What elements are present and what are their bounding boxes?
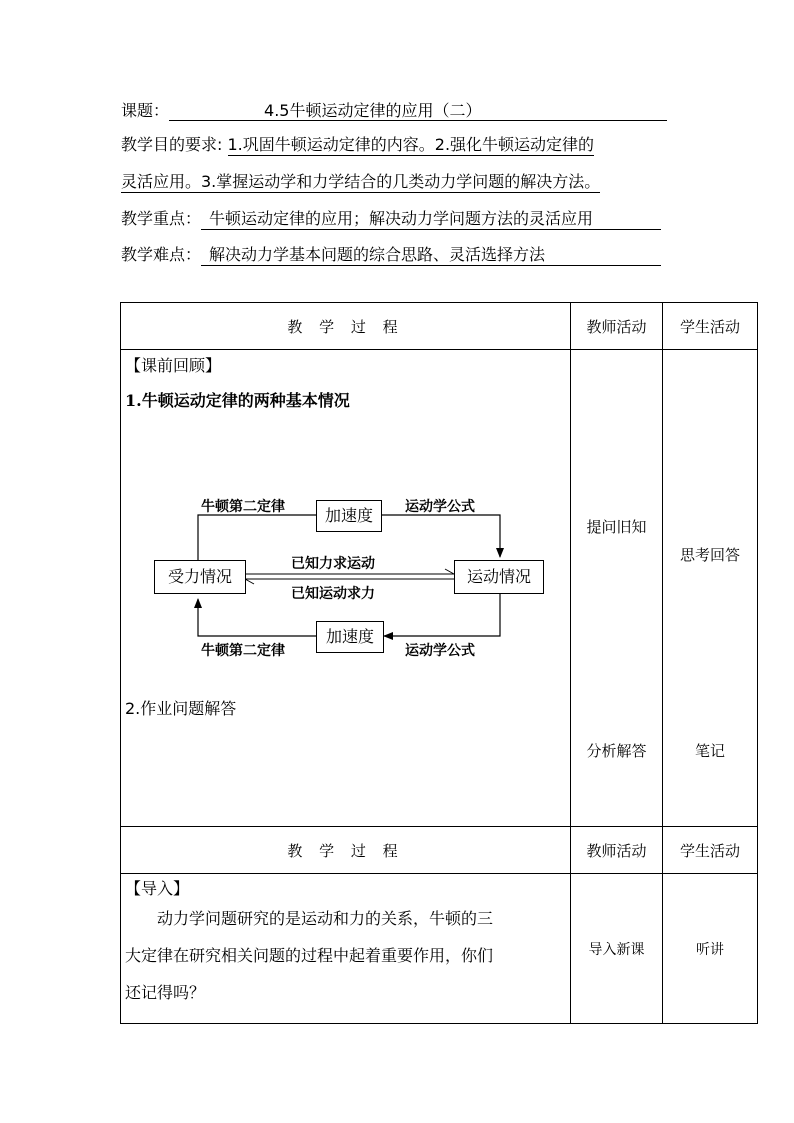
newton-diagram [121,350,571,826]
lesson-table [120,302,758,1024]
intro-title: 【导入】 [125,879,190,898]
label-kinematics-bottom: 运动学公式 [405,643,475,659]
key-points-line [121,209,661,230]
review-cell [121,350,571,827]
label-newton-bottom: 牛顿第二定律 [201,643,285,659]
review-item-2: 2.作业问题解答 [125,699,237,718]
label-force-to-motion: 已知力求运动 [291,556,375,572]
bottom-right-arrow [384,594,500,636]
intro-text-3: 还记得吗？ [125,983,206,1002]
label-newton-top: 牛顿第二定律 [201,499,285,515]
motion-situation-box: 运动情况 [454,560,544,594]
goals-text-2: 灵活应用。3.掌握运动学和力学结合的几类动力学问题的解决方法。 [121,172,601,191]
goals-text-1: 1.巩固牛顿运动定律的内容。2.强化牛顿运动定律的 [227,135,595,154]
key-label: 教学重点： [121,209,202,228]
goals-line-2 [121,172,600,193]
col-teacher-header-2: 教师活动 [571,827,663,874]
teacher-activity-2: 分析解答 [586,742,647,760]
topic-underline [169,101,667,121]
student-activity-2: 笔记 [694,742,725,760]
col-process-header: 教 学 过 程 [121,303,571,350]
topic-label: 课题： [121,101,170,120]
difficulty-line [121,245,661,266]
bottom-left-arrow [198,599,316,636]
key-value: 牛顿运动定律的应用；解决动力学问题方法的灵活应用 [209,209,594,228]
force-situation-box: 受力情况 [154,560,246,594]
review-item-1: 1.牛顿运动定律的两种基本情况 [125,391,350,410]
difficulty-value: 解决动力学基本问题的综合思路、灵活选择方法 [209,245,546,264]
review-student-cell [663,350,758,827]
force-to-motion-arrowhead [445,569,454,574]
acceleration-box-bottom: 加速度 [316,621,384,653]
label-kinematics-top: 运动学公式 [405,499,475,515]
review-row [121,350,758,827]
table-header-row-1 [121,303,758,350]
teacher-activity-1: 提问旧知 [586,518,647,536]
intro-cell [121,874,571,1024]
intro-text-2: 大定律在研究相关问题的过程中起着重要作用，你们 [125,946,494,965]
review-teacher-cell [571,350,663,827]
difficulty-value-underline [201,245,661,266]
col-student-header-2: 学生活动 [663,827,758,874]
intro-teacher-activity: 导入新课 [571,874,663,1024]
goals-label: 教学目的要求: [121,135,223,154]
topic-line [121,101,667,121]
top-right-arrow [380,515,500,557]
key-value-underline [201,209,661,230]
topic-value: 4.5牛顿运动定律的应用（二） [264,101,482,120]
table-header-row-2 [121,827,758,874]
col-process-header-2: 教 学 过 程 [121,827,571,874]
review-title: 【课前回顾】 [125,356,222,375]
goals-line-1 [121,135,594,156]
intro-text-1: 动力学问题研究的是运动和力的关系，牛顿的三 [157,909,494,928]
col-teacher-header: 教师活动 [571,303,663,350]
intro-row [121,874,758,1024]
label-motion-to-force: 已知运动求力 [291,586,375,602]
intro-student-activity: 听讲 [663,874,758,1024]
col-student-header: 学生活动 [663,303,758,350]
acceleration-box-top: 加速度 [316,500,382,532]
motion-to-force-arrowhead [245,579,254,584]
difficulty-label: 教学难点： [121,245,202,264]
student-activity-1: 思考回答 [679,546,740,564]
